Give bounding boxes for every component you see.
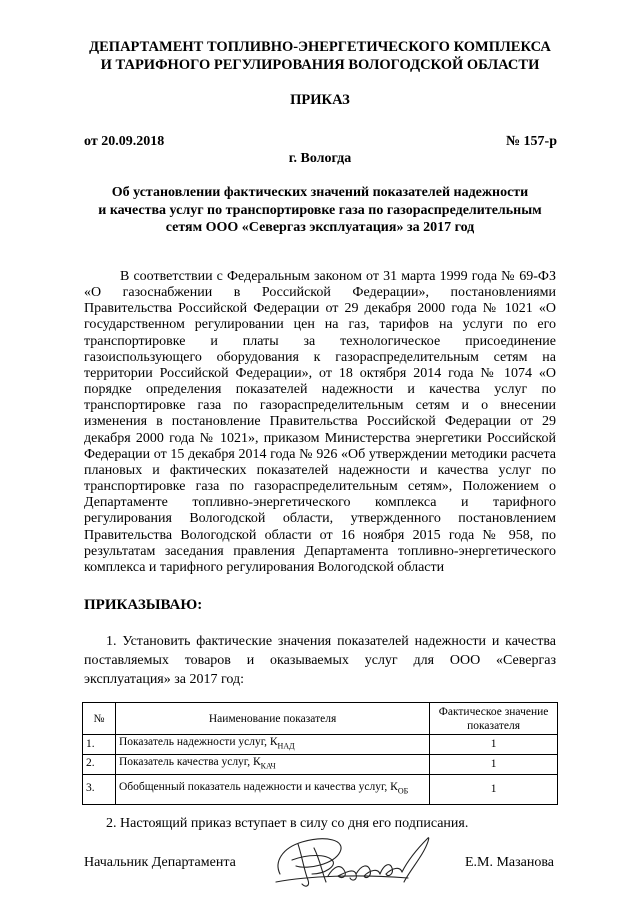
document-city: г. Вологда <box>288 151 352 166</box>
department-header <box>60 38 580 74</box>
indicators-table <box>82 702 558 805</box>
point-1-paragraph: 1. Установить фактические значения показателей надежности и качества поставляемых товаров и оказываемых услуг для ООО «Севергаз эксплуатация» за 2017 год: <box>84 634 556 687</box>
table-header-value: Фактическое значение показателя <box>430 703 558 735</box>
row-name <box>115 774 429 804</box>
row-name-text: Обобщенный показатель надежности и качества услуг, К <box>118 780 398 793</box>
row-name-subscript: КАЧ <box>260 761 276 771</box>
table-row <box>83 774 558 804</box>
document-number: № 157-р <box>505 134 557 149</box>
row-name-subscript: ОБ <box>397 785 409 795</box>
subject-line2: и качества услуг по транспортировке газа по газораспределительным <box>98 202 542 218</box>
handwritten-signature <box>268 830 448 892</box>
order-word: ПРИКАЗЫВАЮ: <box>84 597 203 613</box>
document-date: от 20.09.2018 <box>84 134 165 149</box>
row-name-text: Показатель качества услуг, К <box>118 755 261 768</box>
subject-line3: сетям ООО «Севергаз эксплуатация» за 2017 год <box>165 220 475 235</box>
row-num: 2. <box>83 754 116 774</box>
department-header-line1: ДЕПАРТАМЕНТ ТОПЛИВНО-ЭНЕРГЕТИЧЕСКОГО КОМПЛЕКСА <box>89 39 551 55</box>
row-value: 1 <box>430 774 558 804</box>
preamble-paragraph: В соответствии с Федеральным законом от 31 марта 1999 года № 69-ФЗ «О газоснабжении в Российской Федерации», постановлениями Правительства Российской Федерации от 29 декабря 2000 года № 1021 «О государственном регулировании цен на газ, тарифов на услуги по его транспортировке и платы за технологическое присоединение газоиспользующего оборудования к газораспределительным сетям на территории Российской Федерации», от 18 октября 2014 года № 1074 «О порядке определения показателей надежности и качества услуг по транспортировке газа по газораспределительным сетям и о внесении изменения в постановление Правительства Российской Федерации от 29 декабря 2000 года № 1021», приказом Министерства энергетики Российской Федерации от 15 декабря 2014 года № 926 «Об утверждении методики расчета плановых и фактических показателей надежности и качества услуг по транспортировке газа по газораспределительным сетям», Положением о Департаменте топливно-энергетического комплекса и тарифного регулирования Вологодской области, утвержденного постановлением Правительства Вологодской области от 16 ноября 2015 года № 958, по результатам заседания правления Департамента топливно-энергетического комплекса и тарифного регулирования Вологодской области <box>84 269 556 575</box>
department-header-line2: И ТАРИФНОГО РЕГУЛИРОВАНИЯ ВОЛОГОДСКОЙ ОБЛАСТИ <box>100 57 540 73</box>
table-row <box>83 754 558 774</box>
table-row <box>83 735 558 755</box>
document-type: ПРИКАЗ <box>290 92 350 108</box>
row-num: 3. <box>83 774 116 804</box>
row-name <box>115 735 429 755</box>
document-subject <box>84 184 556 237</box>
row-value: 1 <box>430 754 558 774</box>
row-num: 1. <box>83 735 116 755</box>
row-name <box>115 754 429 774</box>
row-name-text: Показатель надежности услуг, К <box>118 736 278 748</box>
signatory-name: Е.М. Мазанова <box>464 855 554 870</box>
table-header-row <box>83 703 558 735</box>
row-value: 1 <box>430 735 558 755</box>
table-header-num: № <box>83 703 116 735</box>
row-name-subscript: НАД <box>277 741 295 751</box>
subject-line1: Об установлении фактических значений показателей надежности <box>111 185 529 200</box>
table-header-name: Наименование показателя <box>115 703 429 735</box>
signatory-title: Начальник Департамента <box>84 855 236 870</box>
point-2-paragraph: 2. Настоящий приказ вступает в силу со дня его подписания. <box>106 816 469 831</box>
